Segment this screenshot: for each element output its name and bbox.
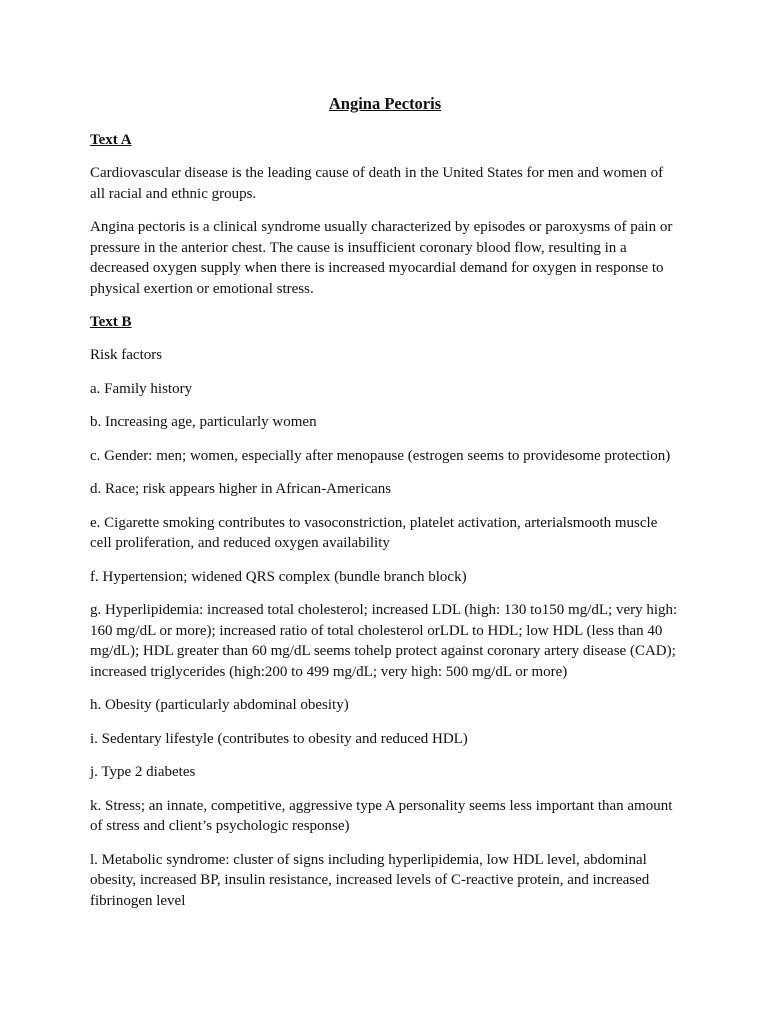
risk-factor-item: h. Obesity (particularly abdominal obesity) <box>90 697 349 713</box>
risk-factor-item: l. Metabolic syndrome: cluster of signs including hyperlipidemia, low HDL level, abdominal obesity, increased BP, insulin resistance, increased levels of C-reactive protein, and increased fibrinogen level <box>90 851 650 909</box>
paragraph-cardiovascular: Cardiovascular disease is the leading cause of death in the United States for men and women of all racial and ethnic groups. <box>90 165 664 202</box>
risk-factor-item: i. Sedentary lifestyle (contributes to obesity and reduced HDL) <box>90 730 468 747</box>
risk-factor-item: a. Family history <box>90 380 193 397</box>
section-heading-text-b: Text B <box>90 314 132 330</box>
document-body <box>90 93 680 924</box>
risk-factor-item: f. Hypertension; widened QRS complex (bundle branch block) <box>90 568 467 585</box>
section-heading-text-a: Text A <box>90 132 132 148</box>
paragraph-angina-definition: Angina pectoris is a clinical syndrome usually characterized by episodes or paroxysms of pain or pressure in the anterior chest. The cause is insufficient coronary blood flow, resulting in a decreased oxygen supply when there is increased myocardial demand for oxygen in response to physical exertion or emotional stress. <box>90 219 673 297</box>
risk-factor-item: g. Hyperlipidemia: increased total cholesterol; increased LDL (high: 130 to150 mg/dL; very high: 160 mg/dL or more); increased ratio of total cholesterol orLDL to HDL; low HDL (less than 40 mg/dL); HDL greater than 60 mg/dL seems tohelp protect against coronary artery disease (CAD); increased triglycerides (high:200 to 499 mg/dL; very high: 500 mg/dL or more) <box>90 602 678 680</box>
risk-factor-item: c. Gender: men; women, especially after menopause (estrogen seems to providesome protection) <box>90 447 671 464</box>
risk-factors-intro: Risk factors <box>90 347 163 363</box>
risk-factor-item: k. Stress; an innate, competitive, aggressive type A personality seems less important than amount of stress and client’s psychologic response) <box>90 797 673 834</box>
risk-factor-item: e. Cigarette smoking contributes to vasoconstriction, platelet activation, arterialsmooth muscle cell proliferation, and reduced oxygen availability <box>90 514 658 551</box>
risk-factor-item: b. Increasing age, particularly women <box>90 414 317 430</box>
risk-factor-item: d. Race; risk appears higher in African-Americans <box>90 481 392 497</box>
risk-factor-item: j. Type 2 diabetes <box>90 764 196 780</box>
page-title: Angina Pectoris <box>328 94 442 113</box>
